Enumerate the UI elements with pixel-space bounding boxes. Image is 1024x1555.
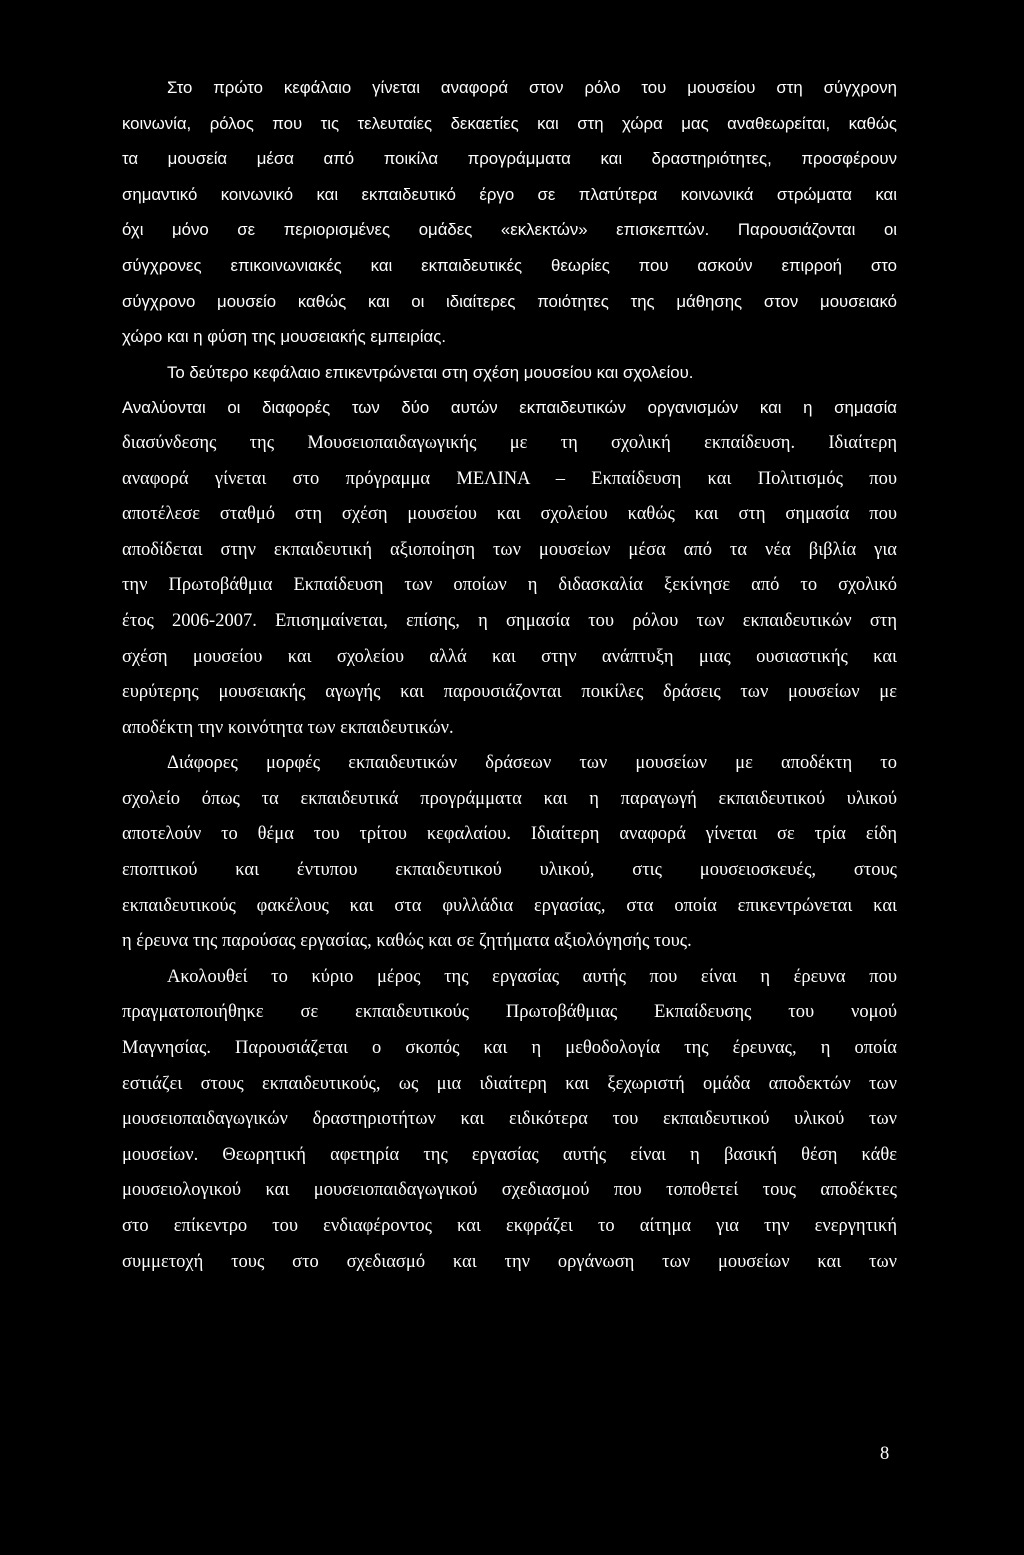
text-line: σύγχρονες επικοινωνιακές και εκπαιδευτικές θεωρίες που ασκούν επιρροή στο (122, 255, 897, 275)
text-line: όχι μόνο σε περιορισμένες ομάδες «εκλεκτών» επισκεπτών. Παρουσιάζονται οι (122, 220, 897, 240)
text-line: σχέση μουσείου και σχολείου αλλά και στην ανάπτυξη μιας ουσιαστικής και (122, 646, 897, 667)
text-line: εστιάζει στους εκπαιδευτικούς, ως μια ιδιαίτερη και ξεχωριστή ομάδα αποδεκτών των (122, 1073, 897, 1094)
text-line: χώρο και η φύση της μουσειακής εμπειρίας. (122, 327, 446, 347)
text-line: μουσειολογικού και μουσειοπαιδαγωγικού σχεδιασμού που τοποθετεί τους αποδέκτες (122, 1180, 897, 1201)
text-line: την Πρωτοβάθμια Εκπαίδευση των οποίων η διδασκαλία ξεκίνησε από το σχολικό (122, 575, 897, 596)
text-line: Μαγνησίας. Παρουσιάζεται ο σκοπός και η μεθοδολογία της έρευνας, η οποία (122, 1038, 897, 1059)
text-line: συμμετοχή τους στο σχεδιασμό και την οργάνωση των μουσείων και των (122, 1251, 897, 1272)
page-number: 8 (880, 1444, 890, 1464)
text-line: κοινωνία, ρόλος που τις τελευταίες δεκαετίες και στη χώρα μας αναθεωρείται, καθώς (122, 113, 897, 133)
text-line: αποτέλεσε σταθμό στη σχέση μουσείου και σχολείου καθώς και στη σημασία που (122, 504, 897, 525)
text-line: Το δεύτερο κεφάλαιο επικεντρώνεται στη σχέση μουσείου και σχολείου. (167, 362, 694, 382)
text-line: εκπαιδευτικούς φακέλους και στα φυλλάδια εργασίας, στα οποία επικεντρώνεται και (122, 895, 897, 916)
text-line: η έρευνα της παρούσας εργασίας, καθώς και σε ζητήματα αξιολόγησής τους. (122, 931, 692, 952)
text-line: μουσείων. Θεωρητική αφετηρία της εργασίας αυτής είναι η βασική θέση κάθε (122, 1144, 897, 1165)
text-line: αναφορά γίνεται στο πρόγραμμα ΜΕΛΙΝΑ – Εκπαίδευση και Πολιτισμός που (122, 468, 897, 489)
text-line: αποδίδεται στην εκπαιδευτική αξιοποίηση των μουσείων μέσα από τα νέα βιβλία για (122, 539, 897, 560)
text-line: πραγματοποιήθηκε σε εκπαιδευτικούς Πρωτοβάθμιας Εκπαίδευσης του νομού (122, 1002, 897, 1023)
text-line: αποδέκτη την κοινότητα των εκπαιδευτικών. (122, 717, 454, 738)
document-body (122, 70, 897, 1280)
text-line: ευρύτερης μουσειακής αγωγής και παρουσιάζονται ποικίλες δράσεις των μουσείων με (122, 682, 897, 703)
text-line: σύγχρονο μουσείο καθώς και οι ιδιαίτερες ποιότητες της μάθησης στον μουσειακό (122, 291, 897, 311)
text-line: Διάφορες μορφές εκπαιδευτικών δράσεων των μουσείων με αποδέκτη το (167, 753, 897, 774)
text-line: σχολείο όπως τα εκπαιδευτικά προγράμματα και η παραγωγή εκπαιδευτικού υλικού (122, 788, 897, 809)
text-line: εποπτικού και έντυπου εκπαιδευτικού υλικού, στις μουσειοσκευές, στους (122, 860, 897, 881)
text-line: διασύνδεσης της Μουσειοπαιδαγωγικής με τη σχολική εκπαίδευση. Ιδιαίτερη (122, 432, 897, 453)
text-line: Αναλύονται οι διαφορές των δύο αυτών εκπαιδευτικών οργανισμών και η σημασία (122, 398, 897, 418)
text-line: σημαντικό κοινωνικό και εκπαιδευτικό έργο σε πλατύτερα κοινωνικά στρώματα και (122, 184, 897, 204)
text-line: Στο πρώτο κεφάλαιο γίνεται αναφορά στον ρόλο του μουσείου στη σύγχρονη (167, 78, 897, 97)
text-line: αποτελούν το θέμα του τρίτου κεφαλαίου. Ιδιαίτερη αναφορά γίνεται σε τρία είδη (122, 824, 897, 845)
text-line: στο επίκεντρο του ενδιαφέροντος και εκφράζει το αίτημα για την ενεργητική (122, 1216, 897, 1236)
text-line: Ακολουθεί το κύριο μέρος της εργασίας αυτής που είναι η έρευνα που (167, 966, 897, 987)
text-line: έτος 2006-2007. Επισημαίνεται, επίσης, η σημασία του ρόλου των εκπαιδευτικών στη (122, 610, 897, 631)
text-line: τα μουσεία μέσα από ποικίλα προγράμματα και δραστηριότητες, προσφέρουν (122, 149, 897, 169)
text-line: μουσειοπαιδαγωγικών δραστηριοτήτων και ειδικότερα του εκπαιδευτικού υλικού των (122, 1109, 897, 1130)
